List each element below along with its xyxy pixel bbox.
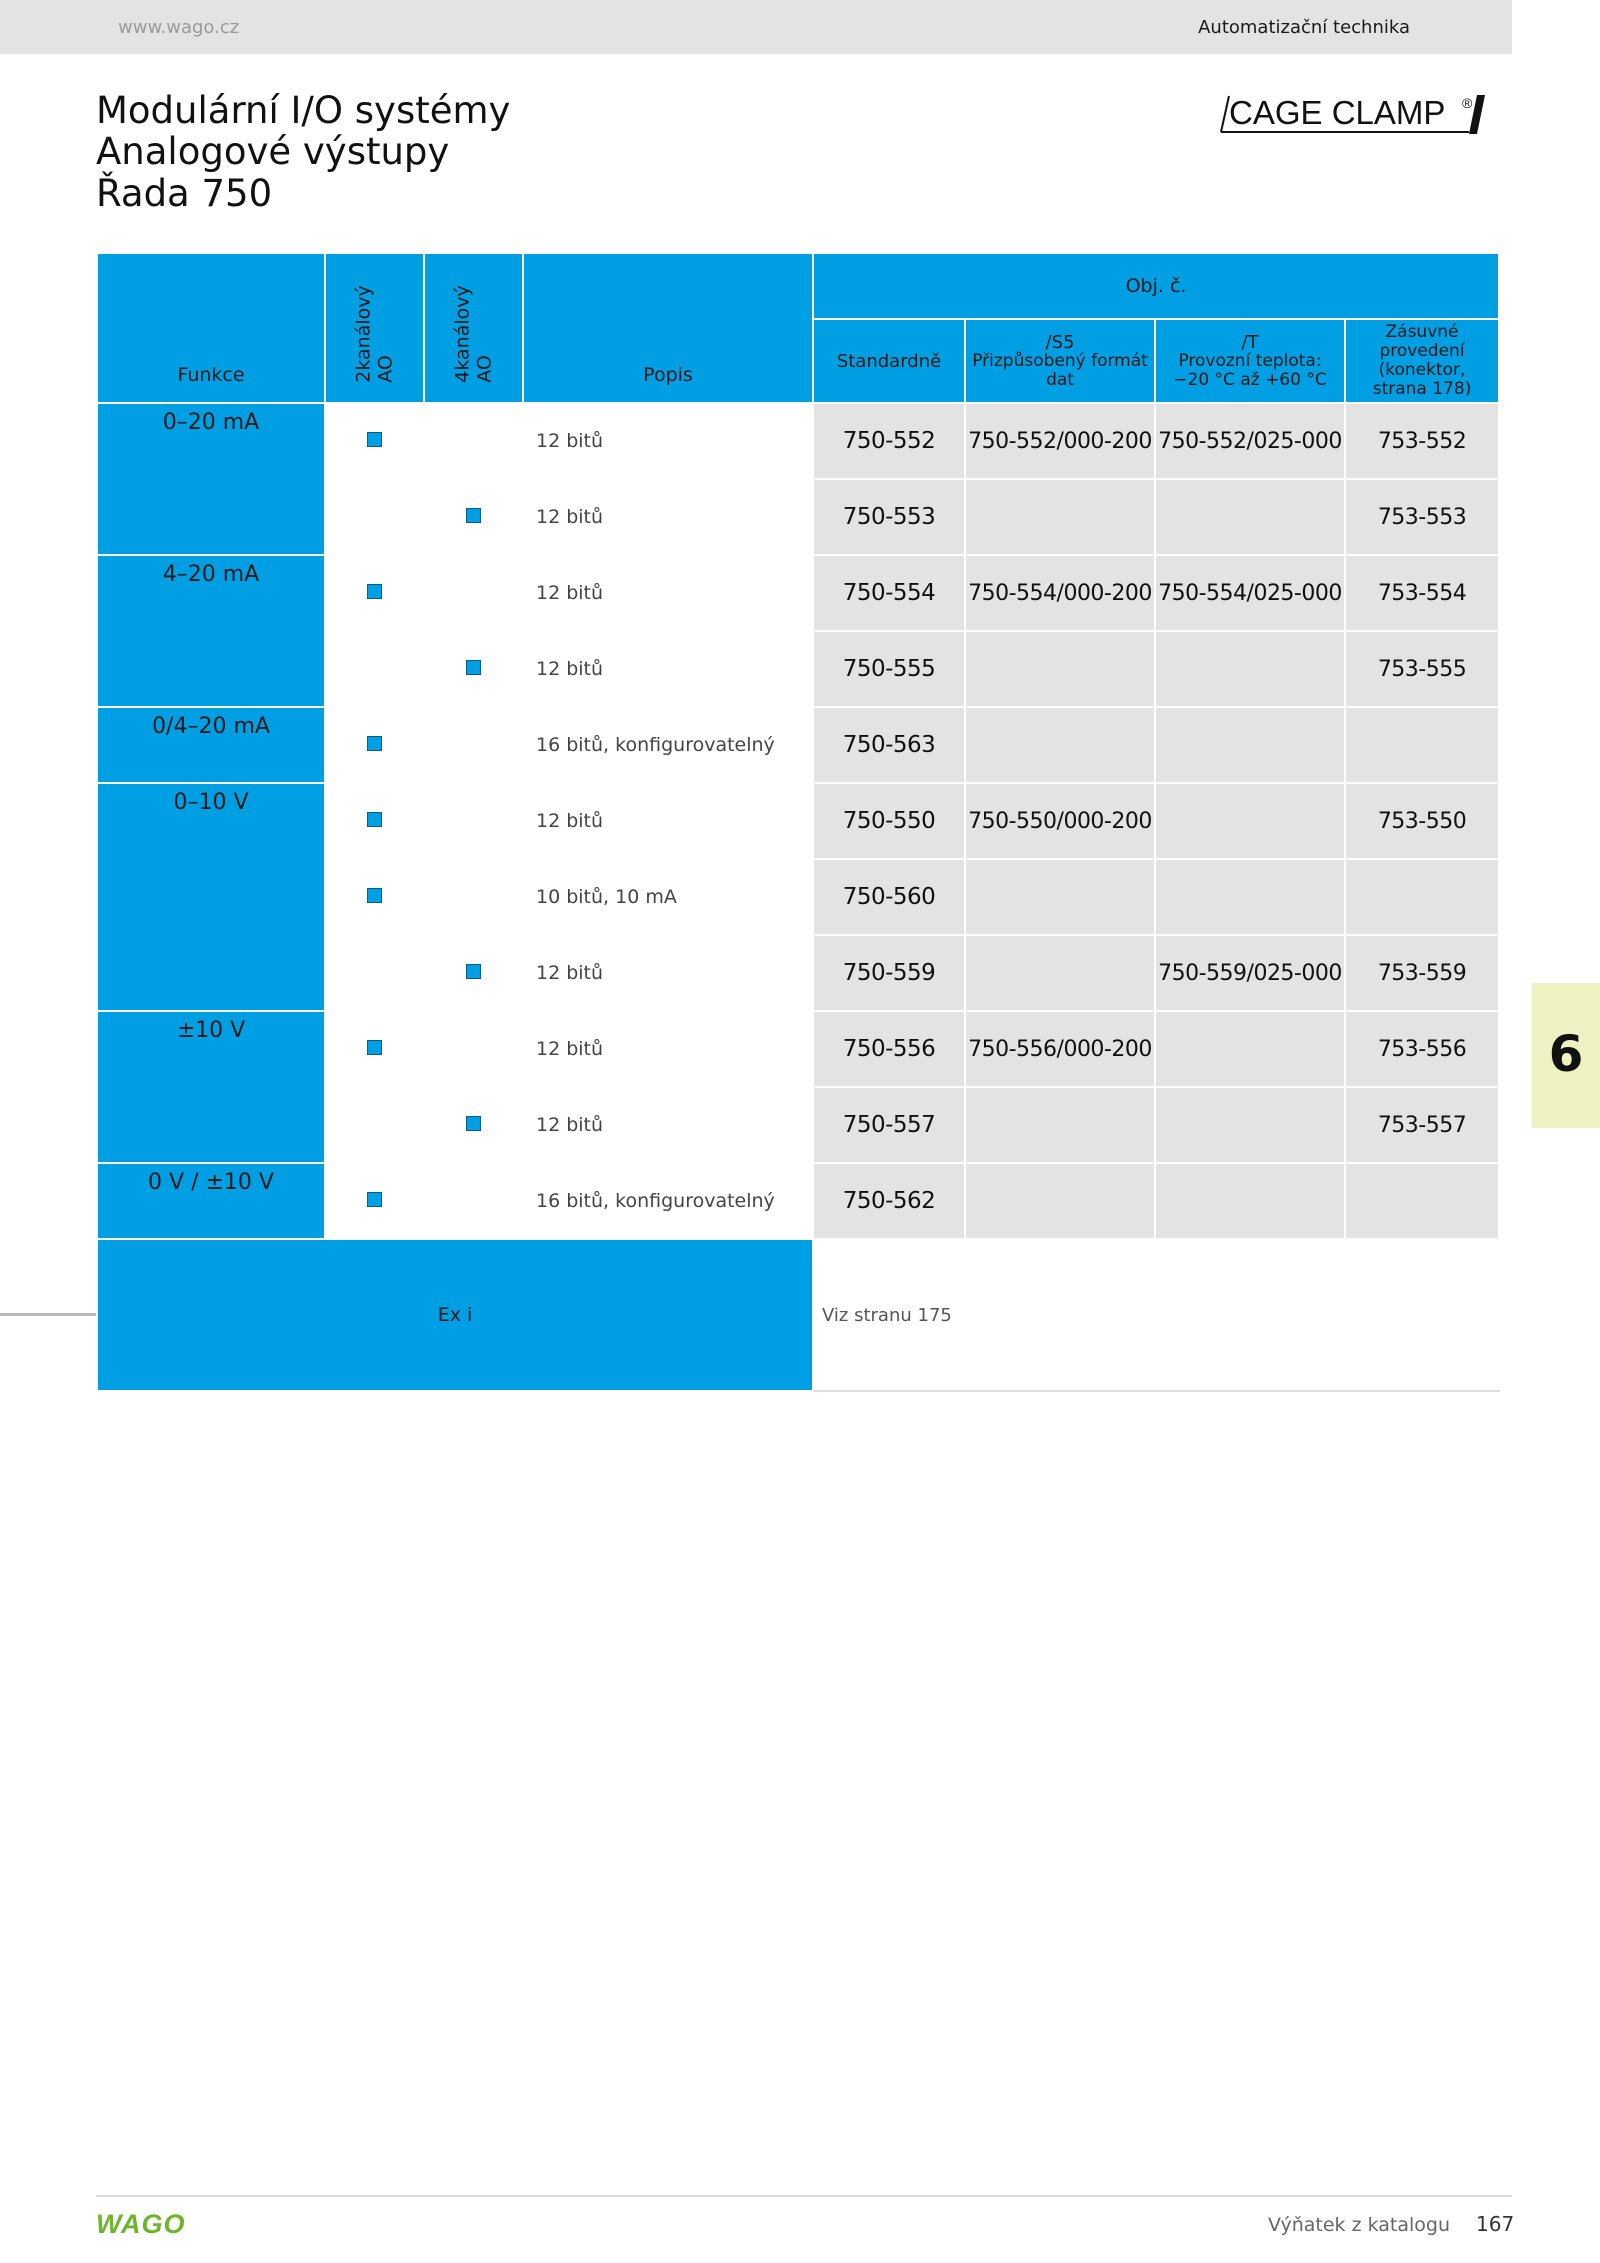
order-number-t [1155, 479, 1345, 555]
description-cell: 12 bitů [523, 631, 813, 707]
header-s5 [965, 319, 1155, 403]
marker-square-icon [466, 964, 481, 979]
four-channel-cell [424, 1011, 523, 1087]
order-number-t [1155, 631, 1345, 707]
order-number-plug: 753-557 [1345, 1087, 1499, 1163]
page-subtitle: Analogové výstupy [96, 130, 450, 173]
footer-catalog-text: Výňatek z katalogu [1268, 2214, 1451, 2236]
order-number-t [1155, 1011, 1345, 1087]
order-number-t: 750-554/025-000 [1155, 555, 1345, 631]
marker-square-icon [367, 432, 382, 447]
header-t [1155, 319, 1345, 403]
header-plug [1345, 319, 1499, 403]
description-cell: 12 bitů [523, 935, 813, 1011]
four-channel-cell [424, 479, 523, 555]
two-channel-cell [325, 631, 424, 707]
funkce-cell: 0–10 V [97, 783, 325, 1011]
order-number-s5 [965, 859, 1155, 935]
description-cell: 12 bitů [523, 555, 813, 631]
order-number-s5 [965, 935, 1155, 1011]
order-number-t [1155, 783, 1345, 859]
funkce-cell: ±10 V [97, 1011, 325, 1163]
product-table-body [97, 403, 1499, 1391]
header-plug-line3: strana 178) [1372, 379, 1472, 399]
two-channel-cell [325, 859, 424, 935]
four-channel-cell [424, 403, 523, 479]
header-2ch-unit: AO [374, 355, 397, 383]
funkce-cell: 4–20 mA [97, 555, 325, 707]
four-channel-cell [424, 631, 523, 707]
two-channel-cell [325, 1011, 424, 1087]
marker-square-icon [466, 508, 481, 523]
product-table [96, 252, 1500, 1392]
marker-square-icon [367, 1040, 382, 1055]
wago-logo-text: WAGO [96, 2210, 186, 2236]
four-channel-cell [424, 555, 523, 631]
order-number-s5 [965, 707, 1155, 783]
header-popis: Popis [523, 253, 813, 403]
cage-clamp-text: CAGE CLAMP [1229, 94, 1446, 131]
header-funkce: Funkce [97, 253, 325, 403]
marker-square-icon [466, 660, 481, 675]
description-cell: 16 bitů, konfigurovatelný [523, 707, 813, 783]
marker-square-icon [367, 584, 382, 599]
two-channel-cell [325, 1163, 424, 1239]
description-cell: 12 bitů [523, 783, 813, 859]
wago-logo [96, 2210, 204, 2236]
order-number-t [1155, 707, 1345, 783]
header-2ch-label: 2kanálový [352, 285, 375, 383]
order-number-plug: 753-552 [1345, 403, 1499, 479]
table-row [97, 1011, 1499, 1087]
description-cell: 12 bitů [523, 403, 813, 479]
header-plug-line2: (konektor, [1378, 360, 1466, 380]
two-channel-cell [325, 403, 424, 479]
marker-square-icon [367, 736, 382, 751]
chapter-number: 6 [1548, 1025, 1584, 1083]
order-number-s5 [965, 1163, 1155, 1239]
order-number-standard: 750-554 [813, 555, 965, 631]
order-number-plug [1345, 859, 1499, 935]
order-number-standard: 750-556 [813, 1011, 965, 1087]
funkce-cell: 0–20 mA [97, 403, 325, 555]
page-title-block [96, 90, 510, 216]
order-number-t: 750-552/025-000 [1155, 403, 1345, 479]
order-number-plug [1345, 1163, 1499, 1239]
page-title: Modulární I/O systémy [96, 89, 511, 132]
order-number-standard: 750-562 [813, 1163, 965, 1239]
order-number-t: 750-559/025-000 [1155, 935, 1345, 1011]
order-number-t [1155, 859, 1345, 935]
order-number-plug: 753-554 [1345, 555, 1499, 631]
order-number-s5: 750-550/000-200 [965, 783, 1155, 859]
description-cell: 16 bitů, konfigurovatelný [523, 1163, 813, 1239]
four-channel-cell [424, 707, 523, 783]
header-plug-line1: Zásuvné provedení [1379, 322, 1465, 361]
top-bar [0, 0, 1512, 54]
order-number-standard: 750-557 [813, 1087, 965, 1163]
two-channel-cell [325, 707, 424, 783]
header-s5-title: /S5 [1045, 331, 1075, 353]
order-number-plug: 753-550 [1345, 783, 1499, 859]
margin-rule [0, 1313, 96, 1316]
description-cell: 12 bitů [523, 479, 813, 555]
header-standard: Standardně [813, 319, 965, 403]
description-cell: 10 bitů, 10 mA [523, 859, 813, 935]
table-row [97, 555, 1499, 631]
cage-clamp-logo [1217, 92, 1487, 138]
four-channel-cell [424, 935, 523, 1011]
order-number-t [1155, 1087, 1345, 1163]
header-4ch-unit: AO [473, 355, 496, 383]
order-number-t [1155, 1163, 1345, 1239]
funkce-cell: 0 V / ±10 V [97, 1163, 325, 1239]
order-number-plug [1345, 707, 1499, 783]
ex-label-cell: Ex i [97, 1239, 813, 1391]
order-number-standard: 750-559 [813, 935, 965, 1011]
chapter-tab[interactable] [1532, 983, 1600, 1128]
marker-square-icon [367, 1192, 382, 1207]
two-channel-cell [325, 555, 424, 631]
two-channel-cell [325, 479, 424, 555]
marker-square-icon [367, 888, 382, 903]
table-row [97, 783, 1499, 859]
header-4ch [424, 253, 523, 403]
header-t-desc1: Provozní teplota: [1178, 350, 1322, 371]
registered-mark: ® [1462, 95, 1473, 111]
order-number-plug: 753-553 [1345, 479, 1499, 555]
table-row [97, 707, 1499, 783]
order-number-standard: 750-560 [813, 859, 965, 935]
marker-square-icon [466, 1116, 481, 1131]
order-number-s5: 750-556/000-200 [965, 1011, 1155, 1087]
ex-reference-link[interactable]: Viz stranu 175 [813, 1239, 1499, 1391]
ex-row [97, 1239, 1499, 1391]
website-url[interactable]: www.wago.cz [118, 17, 240, 38]
page-number: 167 [1476, 2212, 1515, 2236]
series-title: Řada 750 [96, 172, 273, 215]
description-cell: 12 bitů [523, 1011, 813, 1087]
order-number-standard: 750-563 [813, 707, 965, 783]
header-t-title: /T [1241, 331, 1259, 353]
order-number-s5: 750-552/000-200 [965, 403, 1155, 479]
table-row [97, 1163, 1499, 1239]
header-4ch-label: 4kanálový [451, 285, 474, 383]
funkce-cell: 0/4–20 mA [97, 707, 325, 783]
order-number-plug: 753-556 [1345, 1011, 1499, 1087]
order-number-standard: 750-555 [813, 631, 965, 707]
table-row [97, 403, 1499, 479]
header-t-desc2: −20 °C až +60 °C [1173, 369, 1327, 390]
section-title: Automatizační technika [1198, 17, 1410, 38]
footer-rule [96, 2195, 1512, 2197]
header-s5-desc: Přizpůsobený formát dat [972, 350, 1148, 390]
order-number-plug: 753-559 [1345, 935, 1499, 1011]
four-channel-cell [424, 783, 523, 859]
four-channel-cell [424, 859, 523, 935]
order-number-s5 [965, 479, 1155, 555]
order-number-plug: 753-555 [1345, 631, 1499, 707]
description-cell: 12 bitů [523, 1087, 813, 1163]
order-number-standard: 750-550 [813, 783, 965, 859]
header-2ch [325, 253, 424, 403]
order-number-standard: 750-553 [813, 479, 965, 555]
two-channel-cell [325, 935, 424, 1011]
marker-square-icon [367, 812, 382, 827]
two-channel-cell [325, 1087, 424, 1163]
order-number-standard: 750-552 [813, 403, 965, 479]
four-channel-cell [424, 1163, 523, 1239]
order-number-s5 [965, 631, 1155, 707]
header-obj: Obj. č. [813, 253, 1499, 319]
order-number-s5: 750-554/000-200 [965, 555, 1155, 631]
two-channel-cell [325, 783, 424, 859]
order-number-s5 [965, 1087, 1155, 1163]
four-channel-cell [424, 1087, 523, 1163]
